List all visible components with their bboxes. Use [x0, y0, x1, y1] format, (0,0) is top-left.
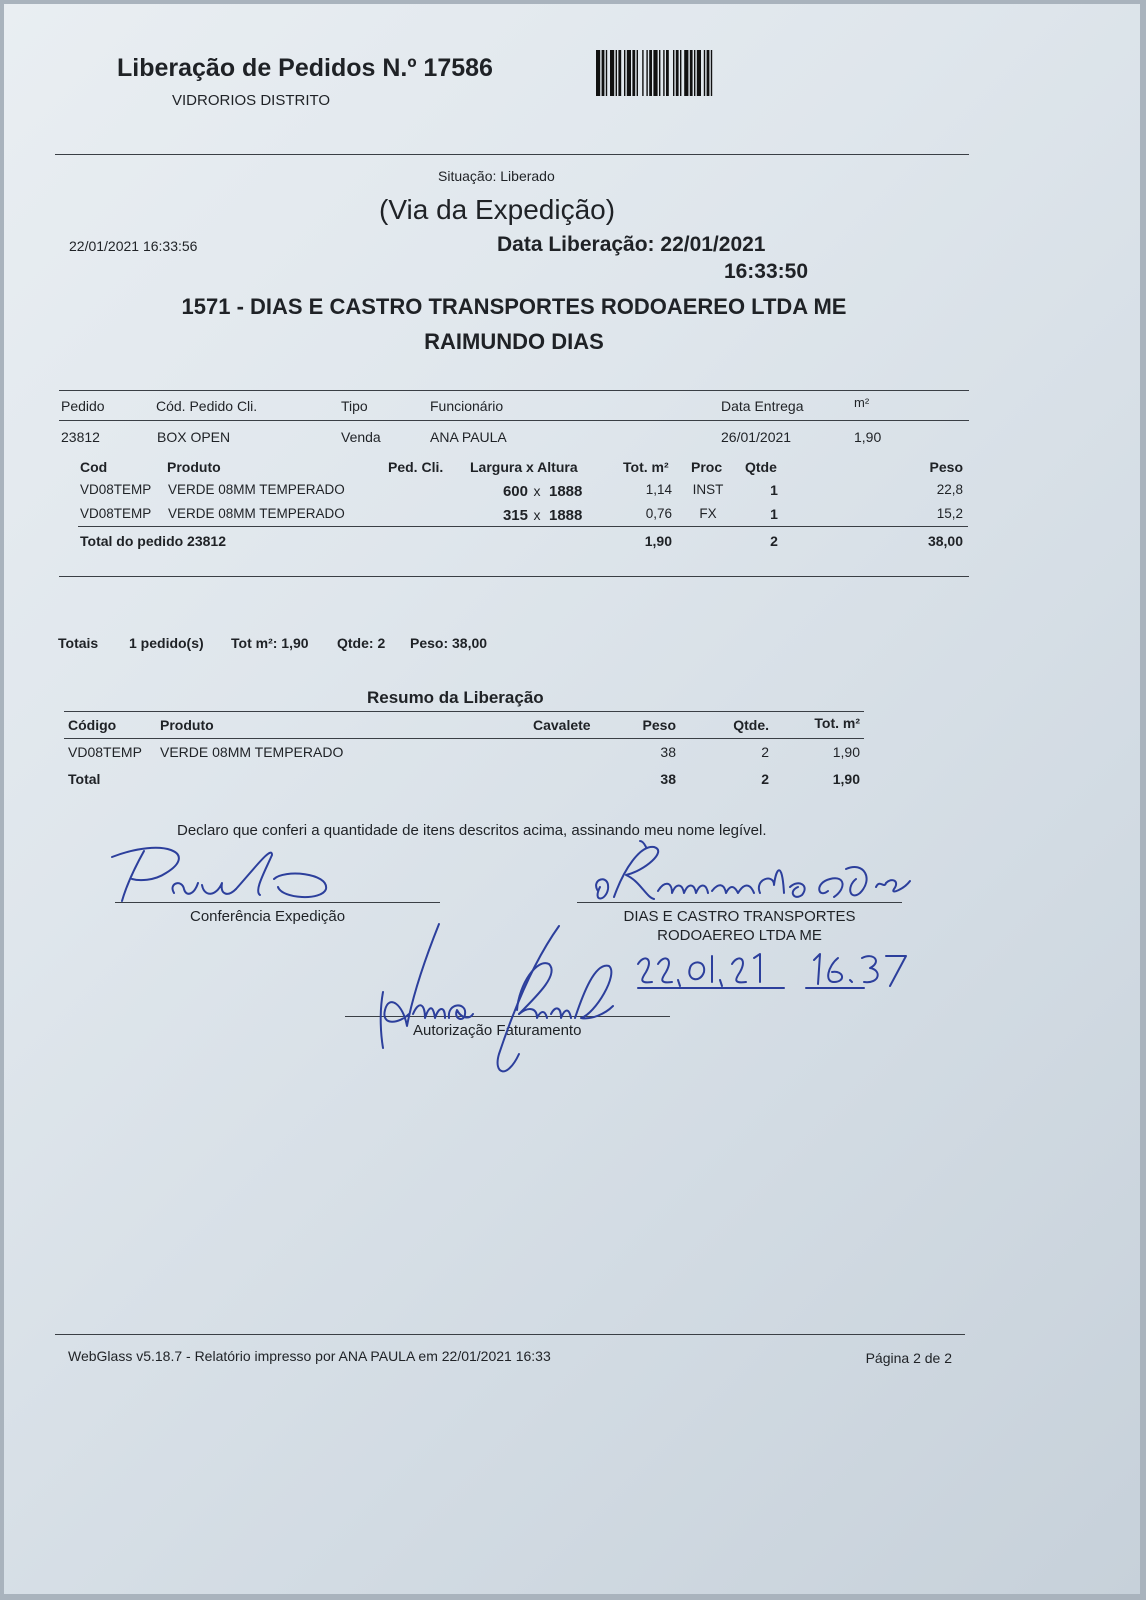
item-proc: INST [692, 482, 724, 497]
item-produto: VERDE 08MM TEMPERADO [168, 482, 345, 497]
item-cod: VD08TEMP [80, 482, 152, 497]
item-x: x [533, 507, 541, 523]
col-produto: Produto [160, 717, 214, 733]
item-peso: 22,8 [936, 482, 963, 497]
item-qtde: 1 [770, 506, 778, 522]
summary-qtde: 2 [761, 744, 769, 760]
item-tot-m2: 1,14 [645, 482, 672, 497]
order-funcionario: ANA PAULA [430, 429, 507, 445]
col-codigo: Código [68, 717, 117, 733]
item-tot-m2: 0,76 [645, 506, 672, 521]
item-largura: 315 [502, 507, 528, 524]
col-produto: Produto [167, 459, 221, 475]
summary-produto: VERDE 08MM TEMPERADO [160, 744, 344, 760]
col-largura-altura: Largura x Altura [470, 459, 578, 475]
divider [64, 738, 864, 739]
divider [59, 390, 969, 391]
item-proc: FX [699, 506, 717, 521]
release-time: 16:33:50 [723, 260, 808, 283]
company-name: VIDRORIOS DISTRITO [172, 92, 331, 109]
order-total-peso: 38,00 [927, 533, 963, 549]
via-label: (Via da Expedição) [379, 194, 616, 225]
item-largura: 600 [502, 483, 528, 500]
col-tot-m2: Tot. m² [623, 459, 669, 475]
conferencia-label: Conferência Expedição [190, 908, 346, 925]
handwritten-signature-right [584, 839, 924, 914]
divider [64, 711, 864, 712]
item-altura: 1888 [549, 507, 583, 524]
declaration-text: Declaro que conferi a quantidade de itens descritos acima, assinando meu nome legível. [177, 822, 767, 839]
item-peso: 15,2 [936, 506, 963, 521]
item-altura: 1888 [549, 483, 583, 500]
totals-peso: Peso: 38,00 [410, 635, 488, 651]
order-tipo: Venda [341, 429, 381, 445]
divider [59, 576, 969, 577]
cliente-label-line1: DIAS E CASTRO TRANSPORTES [623, 908, 856, 925]
handwritten-signature-left [104, 839, 344, 909]
autorizacao-label: Autorização Faturamento [413, 1022, 582, 1039]
summary-tot-m2: 1,90 [832, 744, 860, 760]
divider [78, 526, 968, 527]
summary-title: Resumo da Liberação [367, 688, 544, 707]
order-total-m2: 1,90 [644, 533, 672, 549]
divider [55, 154, 969, 155]
col-m2: m² [854, 395, 870, 410]
document-page [4, 4, 1140, 1594]
item-qtde: 1 [770, 482, 778, 498]
summary-total-label: Total [68, 771, 101, 787]
footer-report-info: WebGlass v5.18.7 - Relatório impresso por ANA PAULA em 22/01/2021 16:33 [68, 1348, 551, 1364]
order-cod-cli: BOX OPEN [157, 429, 231, 445]
divider [59, 420, 969, 421]
handwritten-date [624, 946, 914, 996]
item-cod: VD08TEMP [80, 506, 152, 521]
summary-codigo: VD08TEMP [68, 744, 142, 760]
summary-total-qtde: 2 [761, 771, 769, 787]
divider [55, 1334, 965, 1335]
page-number: Página 2 de 2 [865, 1350, 952, 1366]
order-total-label: Total do pedido 23812 [80, 533, 226, 549]
col-funcionario: Funcionário [430, 398, 504, 414]
order-total-qtde: 2 [770, 533, 778, 549]
col-cod-cli: Cód. Pedido Cli. [156, 398, 258, 414]
totals-pedidos: 1 pedido(s) [129, 635, 204, 651]
status-text: Situação: Liberado [438, 168, 555, 184]
col-proc: Proc [691, 459, 723, 475]
order-data-entrega: 26/01/2021 [721, 429, 792, 445]
item-produto: VERDE 08MM TEMPERADO [168, 506, 345, 521]
col-peso: Peso [642, 717, 676, 733]
totals-label: Totais [58, 635, 99, 651]
col-tipo: Tipo [341, 398, 368, 414]
release-date: Data Liberação: 22/01/2021 [497, 233, 766, 256]
document-title: Liberação de Pedidos N.º 17586 [117, 54, 493, 82]
col-qtde: Qtde [745, 459, 777, 475]
totals-m2: Tot m²: 1,90 [231, 635, 309, 651]
col-ped-cli: Ped. Cli. [388, 459, 444, 475]
col-cavalete: Cavalete [533, 717, 591, 733]
col-pedido: Pedido [61, 398, 105, 414]
summary-total-peso: 38 [660, 771, 676, 787]
col-cod: Cod [80, 459, 108, 475]
col-qtde: Qtde. [733, 717, 769, 733]
col-tot-m2: Tot. m² [814, 715, 860, 731]
client-contact: RAIMUNDO DIAS [424, 329, 604, 354]
handwritten-signature-center [369, 914, 629, 1084]
printed-timestamp: 22/01/2021 16:33:56 [69, 238, 198, 254]
order-pedido: 23812 [61, 429, 100, 445]
cliente-label-line2: RODOAEREO LTDA ME [657, 927, 822, 944]
client-name: 1571 - DIAS E CASTRO TRANSPORTES RODOAEREO LTDA ME [181, 294, 847, 319]
barcode [594, 48, 758, 98]
col-peso: Peso [929, 459, 963, 475]
summary-peso: 38 [660, 744, 676, 760]
col-data-entrega: Data Entrega [721, 398, 804, 414]
order-m2: 1,90 [854, 429, 882, 445]
totals-qtde: Qtde: 2 [337, 635, 386, 651]
item-x: x [533, 483, 541, 499]
summary-total-m2: 1,90 [832, 771, 860, 787]
